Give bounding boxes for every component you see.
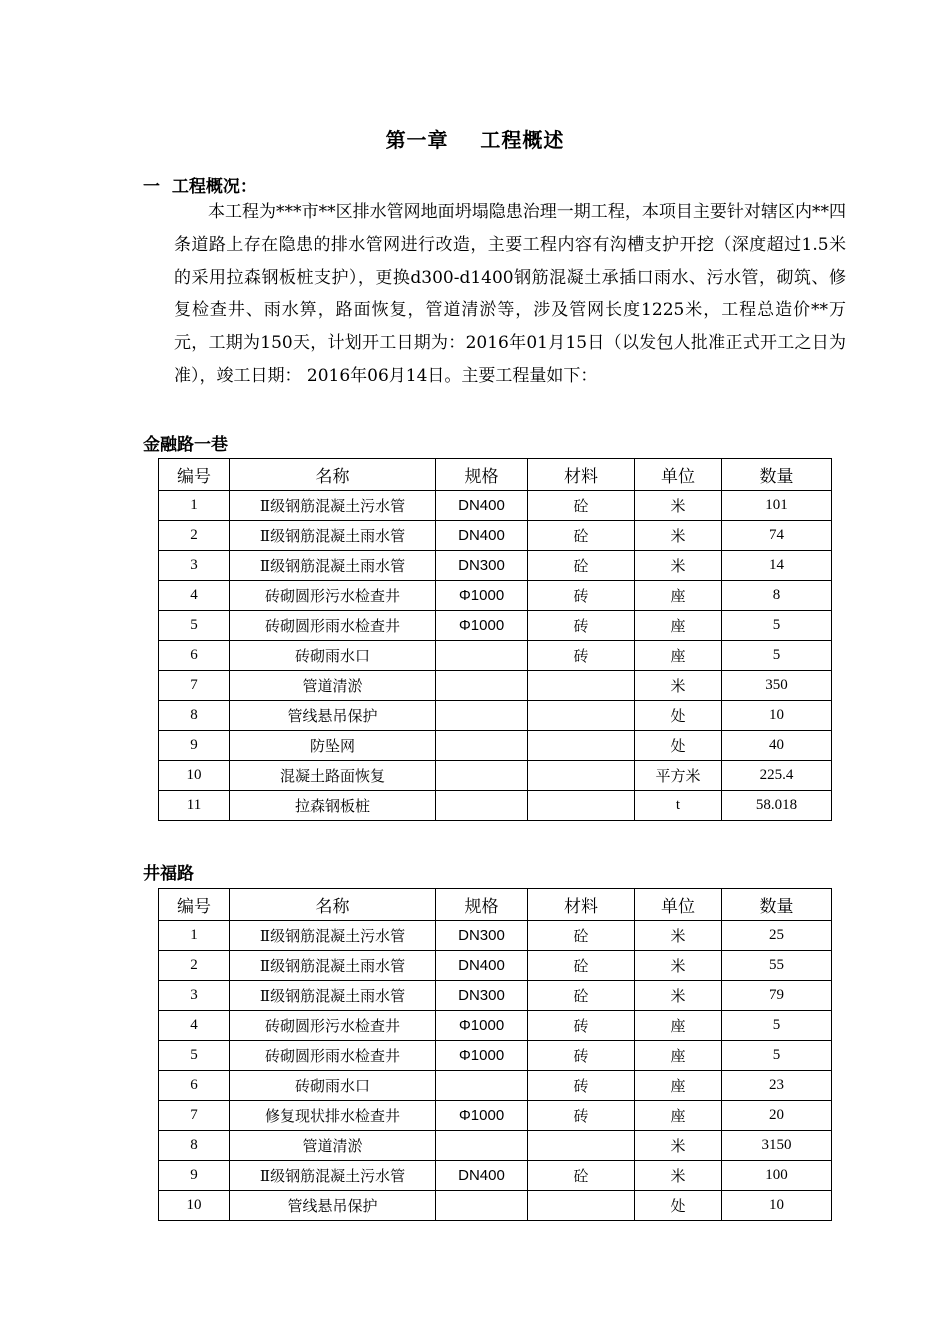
cell-quantity: 14 <box>722 551 832 581</box>
cell-unit: 米 <box>635 951 722 981</box>
table-row <box>159 1011 832 1041</box>
cell-quantity: 100 <box>722 1161 832 1191</box>
cell-material: 砖 <box>528 1071 635 1101</box>
cell-spec <box>436 731 528 761</box>
cell-material <box>528 1191 635 1221</box>
cell-material <box>528 761 635 791</box>
cell-number: 4 <box>159 1011 230 1041</box>
cell-spec <box>436 701 528 731</box>
cell-material <box>528 791 635 821</box>
table-row <box>159 981 832 1011</box>
cell-number: 6 <box>159 1071 230 1101</box>
cell-unit: 座 <box>635 611 722 641</box>
cell-material: 砼 <box>528 521 635 551</box>
cell-unit: 处 <box>635 1191 722 1221</box>
cell-name: 砖砌圆形污水检查井 <box>230 1011 436 1041</box>
table-row <box>159 521 832 551</box>
cell-spec: Φ1000 <box>436 611 528 641</box>
cell-number: 9 <box>159 731 230 761</box>
cell-number: 11 <box>159 791 230 821</box>
cell-name: Ⅱ级钢筋混凝土污水管 <box>230 921 436 951</box>
cell-material: 砼 <box>528 1161 635 1191</box>
intro-paragraph: 本工程为***市**区排水管网地面坍塌隐患治理一期工程，本项目主要针对辖区内**四条道路上存在隐患的排水管网进行改造，主要工程内容有沟槽支护开挖（深度超过1.5米的采用拉森钢板桩支护），更换d300-d1400钢筋混凝土承插口雨水、污水管，砌筑、修复检查井、雨水箅，路面恢复，管道清淤等，涉及管网长度1225米，工程总造价**万元，工期为150天，计划开工日期为：2016年01月15日（以发包人批准正式开工之日为准），竣工日期： 2016年06月14日。主要工程量如下： <box>174 202 846 386</box>
cell-unit: 座 <box>635 1041 722 1071</box>
column-header: 名称 <box>230 459 436 491</box>
cell-quantity: 5 <box>722 1041 832 1071</box>
cell-number: 2 <box>159 521 230 551</box>
cell-name: 砖砌圆形雨水检查井 <box>230 611 436 641</box>
cell-name: 砖砌雨水口 <box>230 641 436 671</box>
table-row <box>159 1041 832 1071</box>
cell-unit: 处 <box>635 731 722 761</box>
cell-unit: 米 <box>635 921 722 951</box>
cell-material: 砖 <box>528 581 635 611</box>
table-header-row <box>159 889 832 921</box>
cell-material: 砖 <box>528 1011 635 1041</box>
cell-spec: DN300 <box>436 551 528 581</box>
cell-unit: 米 <box>635 491 722 521</box>
cell-number: 2 <box>159 951 230 981</box>
cell-spec <box>436 671 528 701</box>
cell-name: Ⅱ级钢筋混凝土雨水管 <box>230 981 436 1011</box>
table-row <box>159 491 832 521</box>
cell-number: 7 <box>159 1101 230 1131</box>
cell-spec <box>436 761 528 791</box>
cell-material <box>528 701 635 731</box>
cell-name: 修复现状排水检查井 <box>230 1101 436 1131</box>
cell-name: Ⅱ级钢筋混凝土雨水管 <box>230 951 436 981</box>
table-row <box>159 731 832 761</box>
cell-material: 砼 <box>528 491 635 521</box>
table-row <box>159 951 832 981</box>
cell-quantity: 55 <box>722 951 832 981</box>
cell-unit: 米 <box>635 551 722 581</box>
cell-unit: 米 <box>635 981 722 1011</box>
cell-quantity: 101 <box>722 491 832 521</box>
cell-spec <box>436 1191 528 1221</box>
cell-material: 砖 <box>528 1101 635 1131</box>
cell-unit: 米 <box>635 1161 722 1191</box>
table-row <box>159 1131 832 1161</box>
cell-spec: DN400 <box>436 951 528 981</box>
cell-spec <box>436 1071 528 1101</box>
cell-number: 8 <box>159 701 230 731</box>
cell-unit: 座 <box>635 641 722 671</box>
cell-material: 砼 <box>528 921 635 951</box>
cell-unit: 座 <box>635 1071 722 1101</box>
cell-spec: DN400 <box>436 521 528 551</box>
cell-unit: 座 <box>635 1011 722 1041</box>
cell-name: 管道清淤 <box>230 671 436 701</box>
cell-quantity: 10 <box>722 701 832 731</box>
cell-number: 9 <box>159 1161 230 1191</box>
section-title-jinronglu: 金融路一巷 <box>143 435 228 455</box>
cell-unit: 平方米 <box>635 761 722 791</box>
cell-unit: 米 <box>635 521 722 551</box>
cell-name: 混凝土路面恢复 <box>230 761 436 791</box>
table-header-row <box>159 459 832 491</box>
cell-spec: Φ1000 <box>436 581 528 611</box>
quantity-table-jingfulu <box>158 888 832 1221</box>
table-row <box>159 611 832 641</box>
table-row <box>159 1101 832 1131</box>
cell-quantity: 8 <box>722 581 832 611</box>
table-row <box>159 1161 832 1191</box>
cell-material: 砖 <box>528 611 635 641</box>
column-header: 规格 <box>436 889 528 921</box>
cell-spec: DN300 <box>436 981 528 1011</box>
cell-quantity: 40 <box>722 731 832 761</box>
cell-name: 防坠网 <box>230 731 436 761</box>
column-header: 规格 <box>436 459 528 491</box>
cell-spec: DN300 <box>436 921 528 951</box>
cell-quantity: 5 <box>722 641 832 671</box>
cell-quantity: 10 <box>722 1191 832 1221</box>
column-header: 数量 <box>722 889 832 921</box>
cell-quantity: 5 <box>722 1011 832 1041</box>
table-row <box>159 761 832 791</box>
column-header: 单位 <box>635 459 722 491</box>
quantity-table-jinronglu <box>158 458 832 821</box>
section-title-jingfulu: 井福路 <box>143 864 194 884</box>
cell-number: 3 <box>159 551 230 581</box>
cell-unit: 座 <box>635 581 722 611</box>
table-row <box>159 1191 832 1221</box>
cell-quantity: 79 <box>722 981 832 1011</box>
cell-quantity: 25 <box>722 921 832 951</box>
cell-material: 砼 <box>528 981 635 1011</box>
cell-material <box>528 671 635 701</box>
cell-spec: DN400 <box>436 1161 528 1191</box>
chapter-title: 第一章 工程概述 <box>385 128 565 152</box>
cell-material <box>528 731 635 761</box>
column-header: 材料 <box>528 459 635 491</box>
cell-name: 拉森钢板桩 <box>230 791 436 821</box>
cell-spec: Φ1000 <box>436 1101 528 1131</box>
table-row <box>159 641 832 671</box>
cell-unit: 座 <box>635 1101 722 1131</box>
cell-quantity: 23 <box>722 1071 832 1101</box>
cell-unit: 米 <box>635 1131 722 1161</box>
cell-name: Ⅱ级钢筋混凝土雨水管 <box>230 521 436 551</box>
section-heading: 一 工程概况： <box>143 177 257 197</box>
cell-number: 10 <box>159 761 230 791</box>
cell-spec <box>436 791 528 821</box>
column-header: 编号 <box>159 889 230 921</box>
cell-number: 8 <box>159 1131 230 1161</box>
table-row <box>159 701 832 731</box>
cell-unit: 米 <box>635 671 722 701</box>
table-row <box>159 1071 832 1101</box>
cell-unit: 处 <box>635 701 722 731</box>
table-row <box>159 671 832 701</box>
cell-material: 砼 <box>528 951 635 981</box>
cell-number: 1 <box>159 491 230 521</box>
cell-spec: Φ1000 <box>436 1041 528 1071</box>
cell-number: 5 <box>159 611 230 641</box>
cell-quantity: 74 <box>722 521 832 551</box>
cell-number: 10 <box>159 1191 230 1221</box>
cell-spec <box>436 1131 528 1161</box>
cell-quantity: 225.4 <box>722 761 832 791</box>
cell-quantity: 350 <box>722 671 832 701</box>
cell-number: 7 <box>159 671 230 701</box>
table-row <box>159 581 832 611</box>
cell-number: 6 <box>159 641 230 671</box>
cell-material: 砼 <box>528 551 635 581</box>
table-row <box>159 551 832 581</box>
cell-spec: DN400 <box>436 491 528 521</box>
cell-name: 管线悬吊保护 <box>230 1191 436 1221</box>
cell-number: 3 <box>159 981 230 1011</box>
cell-name: 砖砌圆形污水检查井 <box>230 581 436 611</box>
column-header: 编号 <box>159 459 230 491</box>
table-row <box>159 921 832 951</box>
cell-number: 5 <box>159 1041 230 1071</box>
cell-unit: t <box>635 791 722 821</box>
cell-quantity: 58.018 <box>722 791 832 821</box>
cell-name: Ⅱ级钢筋混凝土雨水管 <box>230 551 436 581</box>
cell-quantity: 20 <box>722 1101 832 1131</box>
column-header: 单位 <box>635 889 722 921</box>
cell-name: Ⅱ级钢筋混凝土污水管 <box>230 1161 436 1191</box>
cell-name: 砖砌圆形雨水检查井 <box>230 1041 436 1071</box>
cell-number: 1 <box>159 921 230 951</box>
cell-quantity: 5 <box>722 611 832 641</box>
cell-quantity: 3150 <box>722 1131 832 1161</box>
cell-name: 管道清淤 <box>230 1131 436 1161</box>
cell-name: 管线悬吊保护 <box>230 701 436 731</box>
cell-material <box>528 1131 635 1161</box>
cell-material: 砖 <box>528 641 635 671</box>
column-header: 材料 <box>528 889 635 921</box>
cell-number: 4 <box>159 581 230 611</box>
cell-spec <box>436 641 528 671</box>
cell-material: 砖 <box>528 1041 635 1071</box>
cell-name: Ⅱ级钢筋混凝土污水管 <box>230 491 436 521</box>
table-row <box>159 791 832 821</box>
column-header: 数量 <box>722 459 832 491</box>
column-header: 名称 <box>230 889 436 921</box>
cell-spec: Φ1000 <box>436 1011 528 1041</box>
cell-name: 砖砌雨水口 <box>230 1071 436 1101</box>
